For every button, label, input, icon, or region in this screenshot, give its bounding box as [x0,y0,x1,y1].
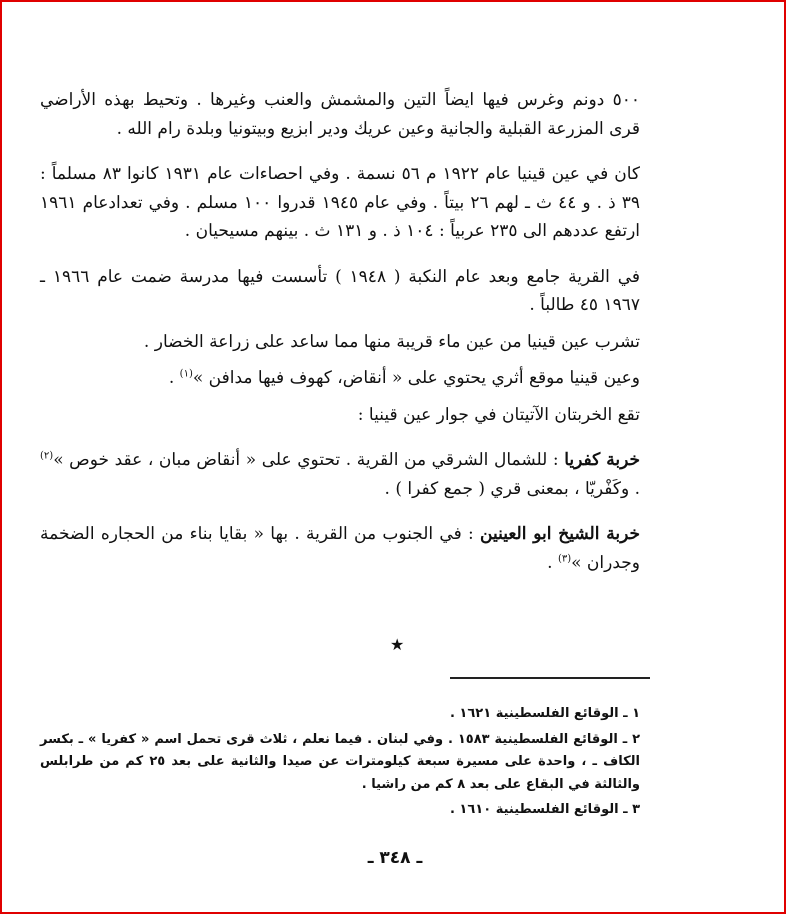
footnote-ref-2: (٢) [40,450,54,462]
archaeology-end: . [168,368,180,388]
footnote-2: ٢ ـ الوقائع الفلسطينية ١٥٨٣ . وفي لبنان . فيما نعلم ، ثلاث قرى تحمل اسم « كفريا » ـ بكسر الكاف ـ ، واحدة على مسيرة سبعة كيلومترات عن صيدا والثانية على بعد ٢٥ كم من طرابلس والثالثة في البقاع على بعد ٨ كم من راشيا . [40,731,640,792]
section-star-separator: ★ [390,635,405,654]
footnote-3: ٣ ـ الوقائع الفلسطينية ١٦١٠ . [449,802,640,817]
paragraph-khirbet-kafriya [40,446,640,503]
paragraph-khirbet-sheikh [40,520,640,577]
khirbet-sheikh-title: خربة الشيخ ابو العينين [480,524,640,544]
paragraph-water: تشرب عين قينيا من عين ماء قريبة منها مما ساعد على زراعة الخضار . [143,331,640,352]
footnote-rule [450,677,650,679]
khirbet-sheikh-text: : في الجنوب من القرية . بها « بقايا بناء من الحجاره الضخمة وجدران » [40,524,640,573]
page-number: ـ ٣٤٨ ـ [367,848,423,868]
footnotes [40,703,640,822]
khirbet-kafriya-text: : للشمال الشرقي من القرية . تحتوي على « أنقاض مبان ، عقد خوص » [53,450,565,470]
khirbet-sheikh-end: . [547,552,558,573]
paragraph-archaeology [40,364,640,393]
khirbet-kafriya-title: خربة كفريا [564,450,640,470]
page-body [40,86,640,577]
paragraph-population: كان في عين قينيا عام ١٩٢٢ م ٥٦ نسمة . وفي احصاءات عام ١٩٣١ كانوا ٨٣ مسلماً : ٣٩ ذ . و ٤٤ ث ـ لهم ٢٦ بيتاً . وفي عام ١٩٤٥ قدروا ١٠٠ مسلم . وفي تعدادعام ١٩٦١ ارتفع عددهم الى ٢٣٥ عربياً : ١٠٤ ذ . و ١٣١ ث . بينهم مسيحيان . [40,164,641,241]
archaeology-text: وعين قينيا موقع أثري يحتوي على « أنقاض، كهوف فيها مدافن » [192,368,640,388]
paragraph-land: ٥٠٠ دونم وغرس فيها ايضاً التين والمشمش والعنب وغيرها . وتحيط بهذه الأراضي قرى المزرعة القبلية والجانية وعين عريك ودير ابزيع وبيتونيا وبلدة رام الله . [40,90,640,139]
khirbet-kafriya-end: . وكَفْريّا ، بمعنى قري ( جمع كفرا ) . [384,478,640,499]
paragraph-school: في القرية جامع وبعد عام النكبة ( ١٩٤٨ ) تأسست فيها مدرسة ضمت عام ١٩٦٦ ـ ١٩٦٧ ٤٥ طالباً . [40,266,641,315]
footnote-ref-1: (١) [179,368,193,380]
paragraph-ruins-intro: تقع الخربتان الآتيتان في جوار عين قينيا : [357,404,640,425]
footnote-1: ١ ـ الوقائع الفلسطينية ١٦٢١ . [449,706,640,721]
footnote-ref-3: (٣) [557,552,572,564]
